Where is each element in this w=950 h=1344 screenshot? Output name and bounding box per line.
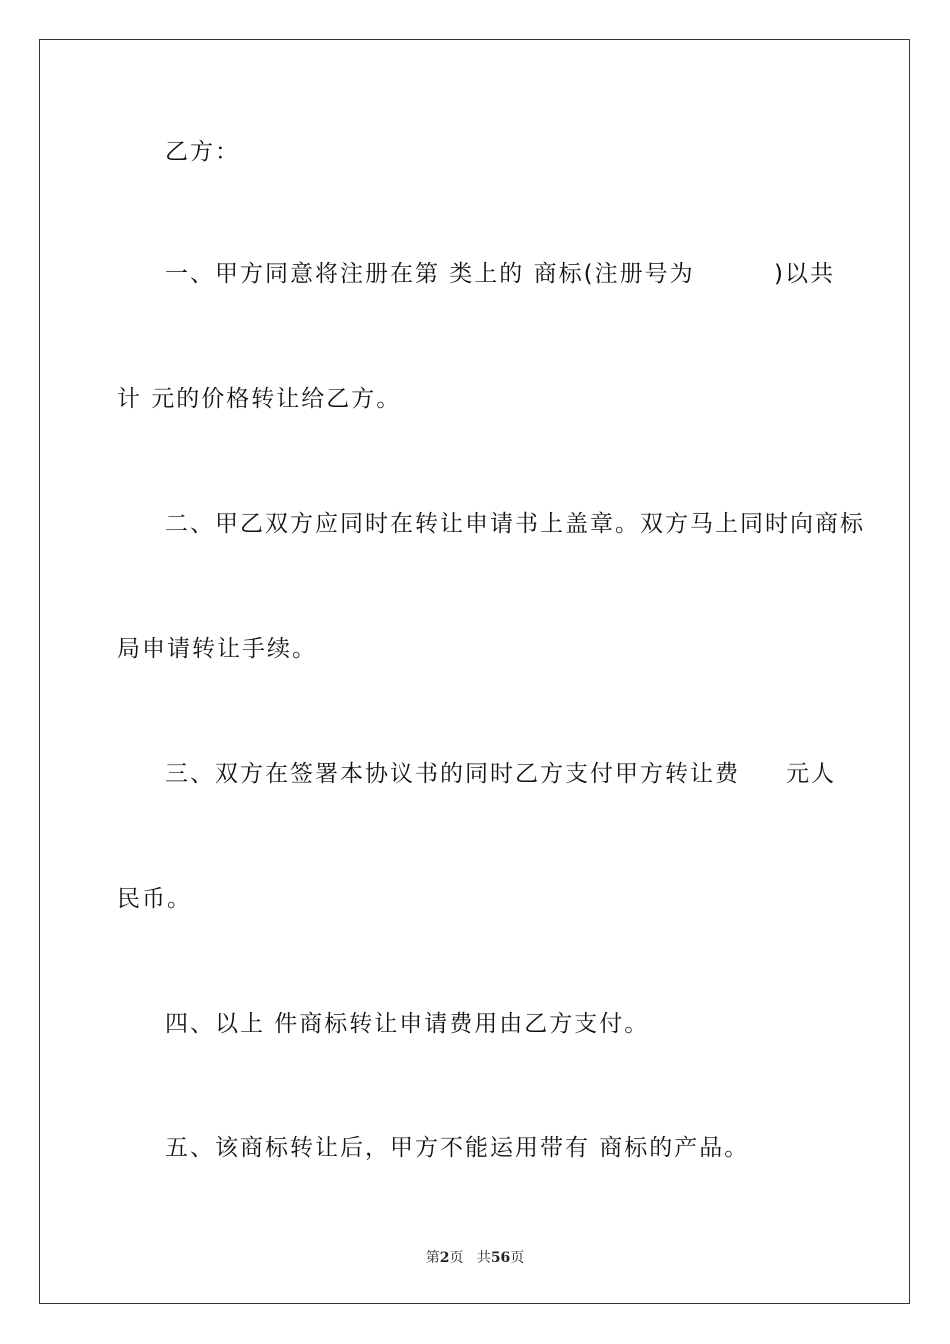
clause-2-line-1: 二、甲乙双方应同时在转让申请书上盖章。双方马上同时向商标 <box>165 511 865 537</box>
party-b-label: 乙方： <box>165 139 240 165</box>
clause-5: 五、该商标转让后，甲方不能运用带有 商标的产品。 <box>165 1135 750 1161</box>
footer-total-suffix: 页 <box>510 1250 525 1266</box>
footer-page-number: 2 <box>439 1250 450 1266</box>
footer-total-prefix: 共 <box>476 1250 491 1266</box>
footer-page-suffix: 页 <box>449 1250 464 1266</box>
page-footer <box>0 1249 950 1267</box>
clause-4: 四、以上 件商标转让申请费用由乙方支付。 <box>165 1011 650 1037</box>
clause-3-line-1: 三、双方在签署本协议书的同时乙方支付甲方转让费 <box>165 761 740 787</box>
footer-page-prefix: 第 <box>425 1250 440 1266</box>
clause-1-line-1-end: )以共 <box>774 261 835 287</box>
clause-1-line-2: 计 元的价格转让给乙方。 <box>117 386 402 412</box>
clause-1-line-1: 一、甲方同意将注册在第 类上的 商标(注册号为 <box>165 261 695 287</box>
footer-total-number: 56 <box>490 1250 511 1266</box>
page-border <box>39 39 910 1304</box>
clause-3-line-2: 民币。 <box>117 886 192 912</box>
clause-3-line-1-end: 元人 <box>786 761 836 787</box>
clause-2-line-2: 局申请转让手续。 <box>117 636 317 662</box>
